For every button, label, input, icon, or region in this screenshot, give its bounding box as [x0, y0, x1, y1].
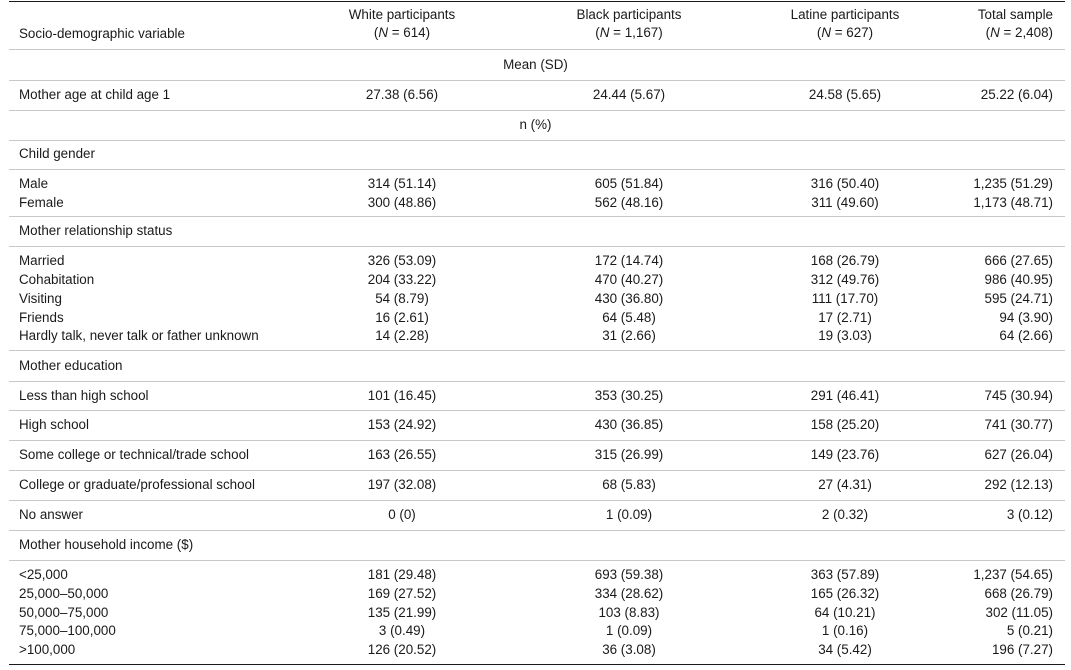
divider [9, 381, 1065, 382]
section-label-child-gender: Child gender [19, 146, 95, 161]
divider [9, 440, 1065, 441]
table-row: 75,000–100,000 3 (0.49) 1 (0.09) 1 (0.16) 5 (0.21) [19, 623, 1053, 638]
subheader-n: n (%) [519, 117, 552, 132]
table-row: Male 314 (51.14) 605 (51.84) 316 (50.40) 1,235 (51.29) [19, 176, 1053, 191]
divider [9, 410, 1065, 411]
divider [9, 500, 1065, 501]
divider [9, 80, 1065, 81]
section-label-income: Mother household income ($) [19, 537, 194, 552]
table-row: Mother age at child age 1 27.38 (6.56) 24.44 (5.67) 24.58 (5.65) 25.22 (6.04) [19, 87, 1053, 102]
divider [9, 530, 1065, 531]
section-label-relationship: Mother relationship status [19, 223, 173, 238]
divider [9, 49, 1065, 50]
table-row: Female 300 (48.86) 562 (48.16) 311 (49.60) 1,173 (48.71) [19, 195, 1053, 210]
table-row: Less than high school 101 (16.45) 353 (30.25) 291 (46.41) 745 (30.94) [19, 388, 1053, 403]
table-header [0, 6, 1071, 46]
divider [9, 216, 1065, 217]
table-row: Friends 16 (2.61) 64 (5.48) 17 (2.71) 94 (3.90) [19, 310, 1053, 325]
table-row: Some college or technical/trade school 163 (26.55) 315 (26.99) 149 (23.76) 627 (26.04) [19, 447, 1053, 462]
header-col-total: Total sample (N = 2,408) [977, 7, 1053, 40]
divider [9, 169, 1065, 170]
header-col-white: White participants (N = 614) [348, 7, 456, 40]
table-row: <25,000 181 (29.48) 693 (59.38) 363 (57.89) 1,237 (54.65) [19, 567, 1053, 582]
table-top-rule [9, 1, 1065, 2]
table-row: 25,000–50,000 169 (27.52) 334 (28.62) 165 (26.32) 668 (26.79) [19, 586, 1053, 601]
divider [9, 246, 1065, 247]
table-row: No answer 0 (0) 1 (0.09) 2 (0.32) 3 (0.12) [19, 507, 1053, 522]
header-col-latine: Latine participants (N = 627) [790, 7, 900, 40]
divider [9, 140, 1065, 141]
table-row: College or graduate/professional school 197 (32.08) 68 (5.83) 27 (4.31) 292 (12.13) [19, 477, 1053, 492]
header-variable: Socio-demographic variable [19, 26, 185, 41]
table-bottom-rule [9, 664, 1065, 665]
section-label-education: Mother education [19, 358, 123, 373]
divider [9, 470, 1065, 471]
divider [9, 350, 1065, 351]
table-row: High school 153 (24.92) 430 (36.85) 158 (25.20) 741 (30.77) [19, 417, 1053, 432]
table-row: 50,000–75,000 135 (21.99) 103 (8.83) 64 (10.21) 302 (11.05) [19, 605, 1053, 620]
divider [9, 110, 1065, 111]
table-row: Hardly talk, never talk or father unknown 14 (2.28) 31 (2.66) 19 (3.03) 64 (2.66) [19, 328, 1053, 343]
header-col-black: Black participants (N = 1,167) [576, 7, 682, 40]
table-row: >100,000 126 (20.52) 36 (3.08) 34 (5.42) 196 (7.27) [19, 642, 1053, 657]
subheader-mean: Mean (SD) [503, 57, 568, 72]
table-row: Married 326 (53.09) 172 (14.74) 168 (26.79) 666 (27.65) [19, 253, 1053, 268]
divider [9, 560, 1065, 561]
table-row: Cohabitation 204 (33.22) 470 (40.27) 312 (49.76) 986 (40.95) [19, 272, 1053, 287]
table-row: Visiting 54 (8.79) 430 (36.80) 111 (17.70) 595 (24.71) [19, 291, 1053, 306]
